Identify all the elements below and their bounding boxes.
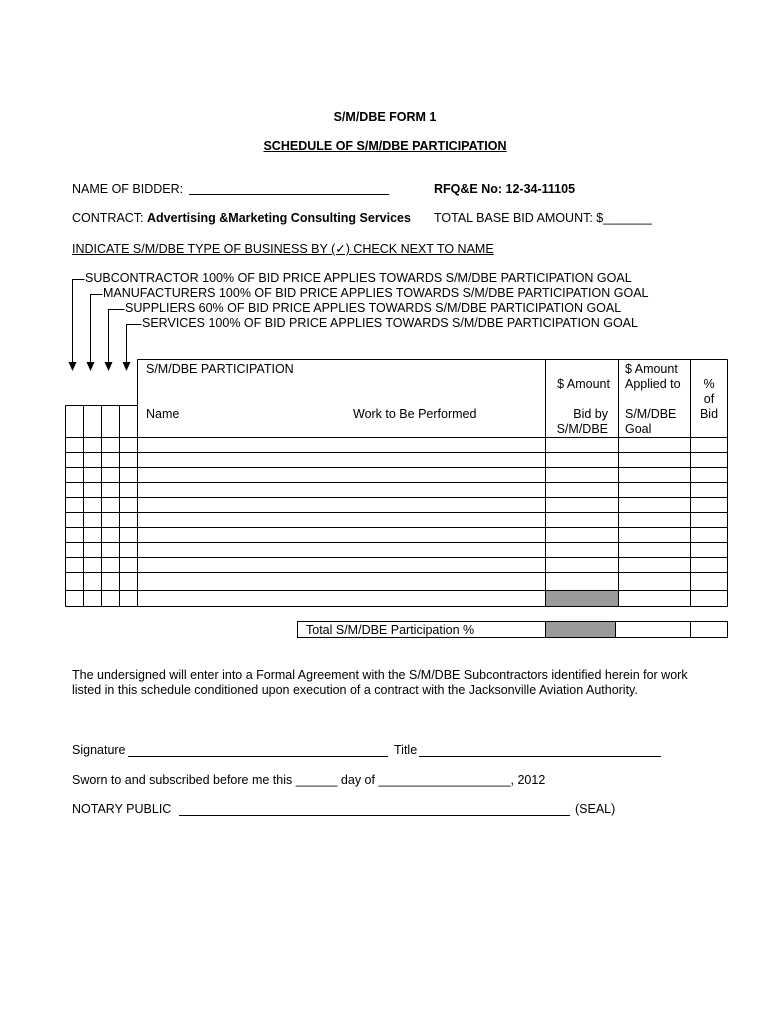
signature-field[interactable] (128, 756, 388, 757)
signature-label: Signature (72, 743, 126, 757)
contract-label: CONTRACT: (72, 211, 144, 225)
agreement-text-line1: The undersigned will enter into a Formal Agreement with the S/M/DBE Subcontractors identified herein for work (72, 668, 688, 682)
pct-header-line3: Bid (699, 407, 719, 421)
shaded-total-cell (546, 622, 615, 637)
title-label: Title (394, 743, 418, 757)
arrow-down-icon (69, 362, 77, 371)
bracket-subcontractor (73, 280, 85, 363)
notary-public-field[interactable] (179, 815, 570, 816)
shaded-cell (546, 591, 618, 606)
amount-bid-header-line1: $ Amount (557, 377, 610, 391)
amount-applied-header-line1: $ Amount (625, 362, 678, 376)
percent-of-bid-header (691, 377, 727, 422)
amount-applied-header-line4: Goal (625, 422, 652, 436)
business-type-subcontractor: SUBCONTRACTOR 100% OF BID PRICE APPLIES TOWARDS S/M/DBE PARTICIPATION GOAL (85, 271, 632, 285)
amount-applied-header-line2: Applied to (625, 377, 681, 391)
indicate-instruction: INDICATE S/M/DBE TYPE OF BUSINESS BY (✓) CHECK NEXT TO NAME (72, 242, 494, 256)
title-field[interactable] (419, 756, 661, 757)
arrow-down-icon (123, 362, 131, 371)
base-bid-amount[interactable]: TOTAL BASE BID AMOUNT: $_______ (434, 211, 652, 225)
amount-bid-header-line3: S/M/DBE (556, 422, 608, 436)
contract-value: Advertising &Marketing Consulting Services (147, 211, 411, 225)
work-header: Work to Be Performed (353, 407, 477, 421)
bracket-manufacturers (91, 295, 103, 363)
notary-public-label: NOTARY PUBLIC (72, 802, 172, 816)
bidder-label-text: NAME OF BIDDER: (72, 182, 184, 196)
bracket-services (127, 325, 142, 363)
business-type-services: SERVICES 100% OF BID PRICE APPLIES TOWARDS S/M/DBE PARTICIPATION GOAL (142, 316, 638, 330)
business-type-manufacturers: MANUFACTURERS 100% OF BID PRICE APPLIES TOWARDS S/M/DBE PARTICIPATION GOAL (103, 286, 649, 300)
form-subtitle: SCHEDULE OF S/M/DBE PARTICIPATION (263, 139, 507, 153)
agreement-text-line2: listed in this schedule conditioned upon execution of a contract with the Jacksonville Aviation Authority. (72, 683, 638, 697)
total-participation-label: Total S/M/DBE Participation % (306, 623, 475, 637)
sworn-statement: Sworn to and subscribed before me this ______ day of ___________________, 2012 (72, 773, 546, 787)
amount-bid-header-line2: Bid by (573, 407, 608, 421)
amount-applied-header-line3: S/M/DBE (625, 407, 677, 421)
arrow-down-icon (87, 362, 95, 371)
name-header: Name (146, 407, 180, 421)
form-title: S/M/DBE FORM 1 (333, 110, 437, 124)
amount-applied-header-lower (625, 407, 676, 437)
seal-label: (SEAL) (575, 802, 616, 816)
pct-header-line2: of (703, 392, 715, 406)
amount-bid-header-lower (546, 407, 608, 437)
amount-applied-header (625, 362, 681, 392)
amount-bid-header (546, 377, 610, 392)
arrow-down-icon (105, 362, 113, 371)
business-type-suppliers: SUPPLIERS 60% OF BID PRICE APPLIES TOWARDS S/M/DBE PARTICIPATION GOAL (125, 301, 622, 315)
rfqe-number: RFQ&E No: 12-34-11105 (434, 182, 576, 196)
participation-header: S/M/DBE PARTICIPATION (146, 362, 294, 376)
pct-header-line1: % (703, 377, 715, 391)
bracket-suppliers (109, 310, 125, 363)
